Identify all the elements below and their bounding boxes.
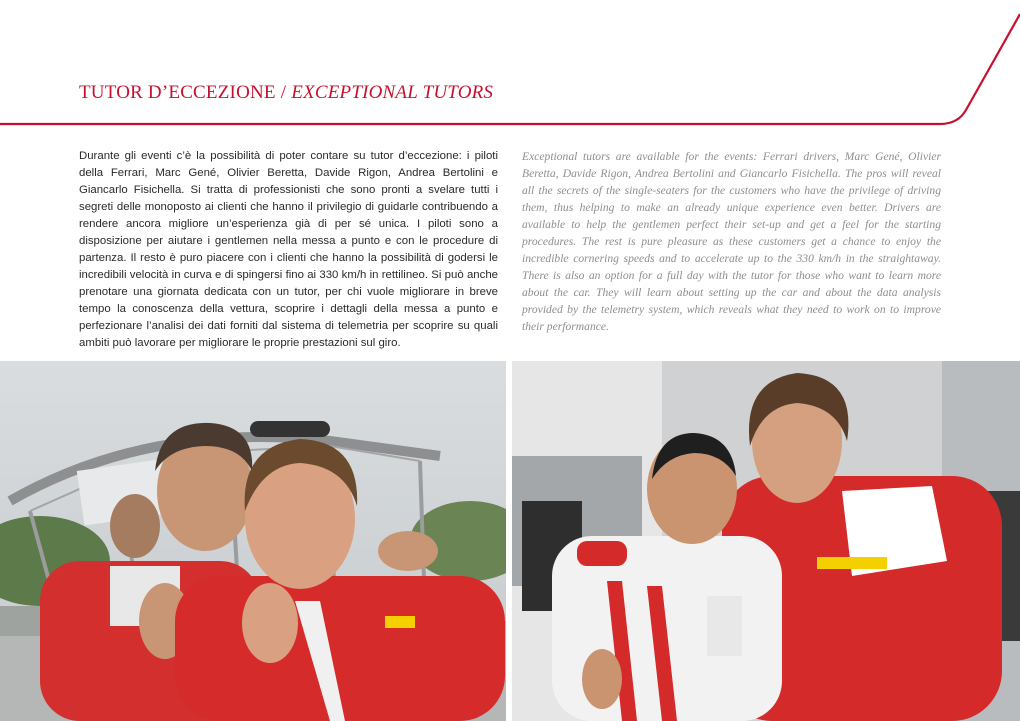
title-english: EXCEPTIONAL TUTORS	[291, 82, 494, 103]
photo-right	[512, 361, 1020, 721]
english-paragraph: Exceptional tutors are available for the events: Ferrari drivers, Marc Gené, Olivier Beretta, Davide Rigon, Andrea Bertolini and Giancarlo Fisichella. The pros will reveal all the secrets of the single-seaters for the customers who have the privilege of driving them, thus helping to make an already unique experience even better. Drivers are available to help the gentlemen perfect their set-up and get a feel for the starting procedures. The rest is pure pleasure as these customers get a chance to enjoy the incredible cornering speeds and to accelerate up to the 330 km/h in the straightaway. There is also an option for a full day with the tutor for those who want to learn more about the car. They will learn about setting up the car and about the data analysis provided by the telemetry system, which reveals what they need to work on to improve their performance.	[522, 150, 941, 333]
photo-left	[0, 361, 506, 721]
title-italian: TUTOR D’ECCEZIONE	[79, 82, 276, 103]
page-title	[79, 82, 493, 104]
photo-right-illustration	[512, 361, 1020, 721]
italian-paragraph: Durante gli eventi c’è la possibilità di poter contare su tutor d’eccezione: i piloti della Ferrari, Marc Gené, Olivier Beretta, Davide Rigon, Andrea Bertolini e Giancarlo Fisichella. Si tratta di professionisti che sono pronti a svelare tutti i segreti delle monoposto ai clienti che hanno il privilegio di guidarle contribuendo a rendere ancora migliore un’esperienza già di per sé unica. I piloti sono a disposizione per aiutare i gentlemen nella messa a punto e con le procedure di partenza. Il resto è puro piacere con i clienti che hanno la possibilità di godersi le incredibili velocità in curva e di spingersi fino ai 330 km/h in rettilineo. Si può anche prenotare una giornata dedicata con un tutor, per chi vuole migliorare in breve tempo la conoscenza della vettura, scoprire i dettagli della messa a punto e perfezionare l’analisi dei dati forniti dal sistema di telemetria per scoprire su quali ambiti può lavorare per migliorare le proprie prestazioni sul giro.	[79, 150, 498, 349]
header-rule	[0, 0, 1020, 130]
title-separator: /	[280, 82, 287, 103]
photo-left-illustration	[0, 361, 506, 721]
